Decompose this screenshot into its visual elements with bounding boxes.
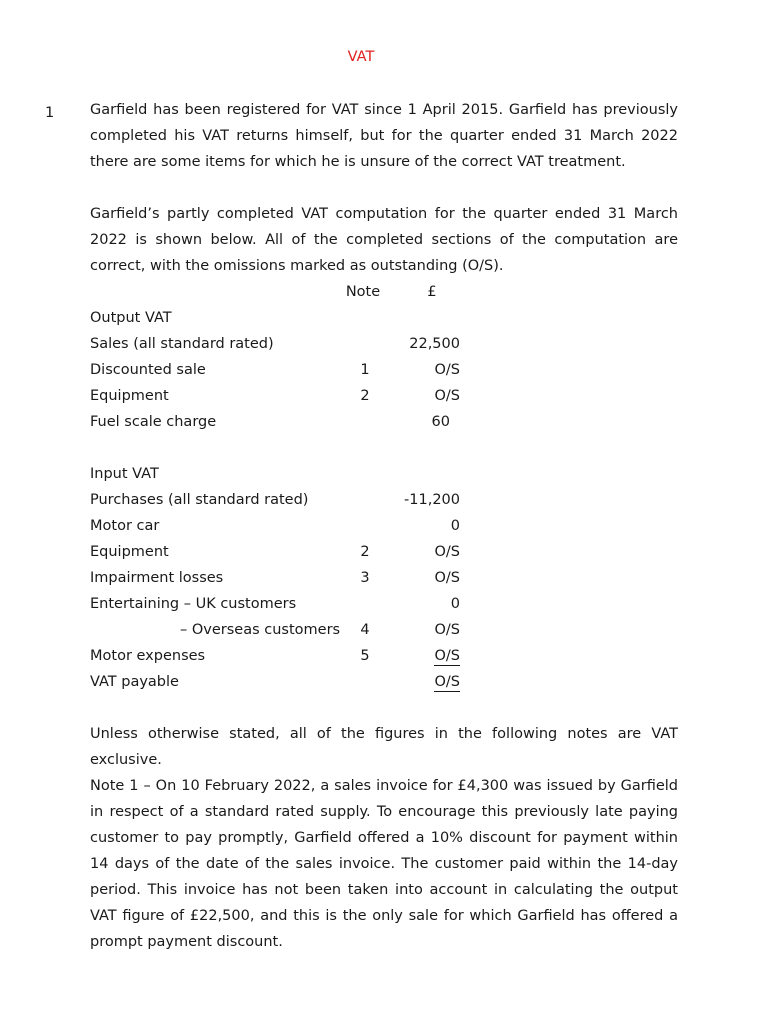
question-number: 1	[45, 105, 55, 121]
row-note: 4	[360, 622, 370, 638]
table-row	[0, 539, 768, 565]
table-header	[0, 279, 768, 305]
table-row	[0, 383, 768, 409]
table-row	[0, 643, 768, 669]
row-amount: 22,500	[409, 336, 460, 352]
row-label: VAT payable	[90, 674, 179, 690]
row-note: 2	[360, 388, 370, 404]
row-label: Entertaining – UK customers	[90, 596, 297, 612]
row-label: Impairment losses	[90, 570, 224, 586]
row-amount: O/S	[434, 669, 460, 695]
row-amount: 0	[450, 518, 460, 534]
row-label: Fuel scale charge	[90, 414, 217, 430]
table-row	[0, 513, 768, 539]
row-note: 5	[360, 648, 370, 664]
page-title: VAT	[347, 49, 375, 65]
table-row	[0, 591, 768, 617]
table-row	[0, 357, 768, 383]
row-amount: O/S	[434, 544, 460, 560]
currency-column-header: £	[427, 284, 437, 300]
table-row	[0, 331, 768, 357]
note-column-header: Note	[345, 284, 381, 300]
table-row	[0, 669, 768, 695]
input-vat-heading	[0, 461, 768, 487]
row-note: 3	[360, 570, 370, 586]
row-label: Discounted sale	[90, 362, 206, 378]
row-amount: -11,200	[404, 492, 460, 508]
row-note: 2	[360, 544, 370, 560]
computation-intro-paragraph: Garfield’s partly completed VAT computation for the quarter ended 31 March 2022 is shown below. All of the completed sections of the computation are correct, with the omissions marked as outstanding (O/S).	[90, 206, 678, 274]
row-amount: 60	[431, 414, 450, 430]
table-row	[0, 409, 768, 435]
row-amount: 0	[450, 596, 460, 612]
vat-exclusive-statement: Unless otherwise stated, all of the figures in the following notes are VAT exclusive.	[90, 726, 678, 768]
note-1-paragraph: Note 1 – On 10 February 2022, a sales invoice for £4,300 was issued by Garfield in respect of a standard rated supply. To encourage this previously late paying customer to pay promptly, Garfield offered a 10% discount for payment within 14 days of the date of the sales invoice. The customer paid within the 14-day period. This invoice has not been taken into account in calculating the output VAT figure of £22,500, and this is the only sale for which Garfield has offered a prompt payment discount.	[90, 778, 678, 950]
row-label: Equipment	[90, 544, 169, 560]
row-label: Purchases (all standard rated)	[90, 492, 309, 508]
section-heading: Input VAT	[90, 466, 159, 482]
row-amount: O/S	[434, 362, 460, 378]
output-vat-heading	[0, 305, 768, 331]
row-amount: O/S	[434, 643, 460, 669]
row-amount: O/S	[434, 622, 460, 638]
row-label: Motor car	[90, 518, 160, 534]
row-label: Motor expenses	[90, 648, 206, 664]
table-row	[0, 617, 768, 643]
intro-paragraph: Garfield has been registered for VAT since 1 April 2015. Garfield has previously completed his VAT returns himself, but for the quarter ended 31 March 2022 there are some items for which he is unsure of the correct VAT treatment.	[90, 102, 678, 170]
section-heading: Output VAT	[90, 310, 172, 326]
row-label: Sales (all standard rated)	[90, 336, 274, 352]
row-note: 1	[360, 362, 370, 378]
table-row	[0, 565, 768, 591]
table-row	[0, 487, 768, 513]
row-label: – Overseas customers	[180, 622, 341, 638]
row-amount: O/S	[434, 388, 460, 404]
row-label: Equipment	[90, 388, 169, 404]
row-amount: O/S	[434, 570, 460, 586]
